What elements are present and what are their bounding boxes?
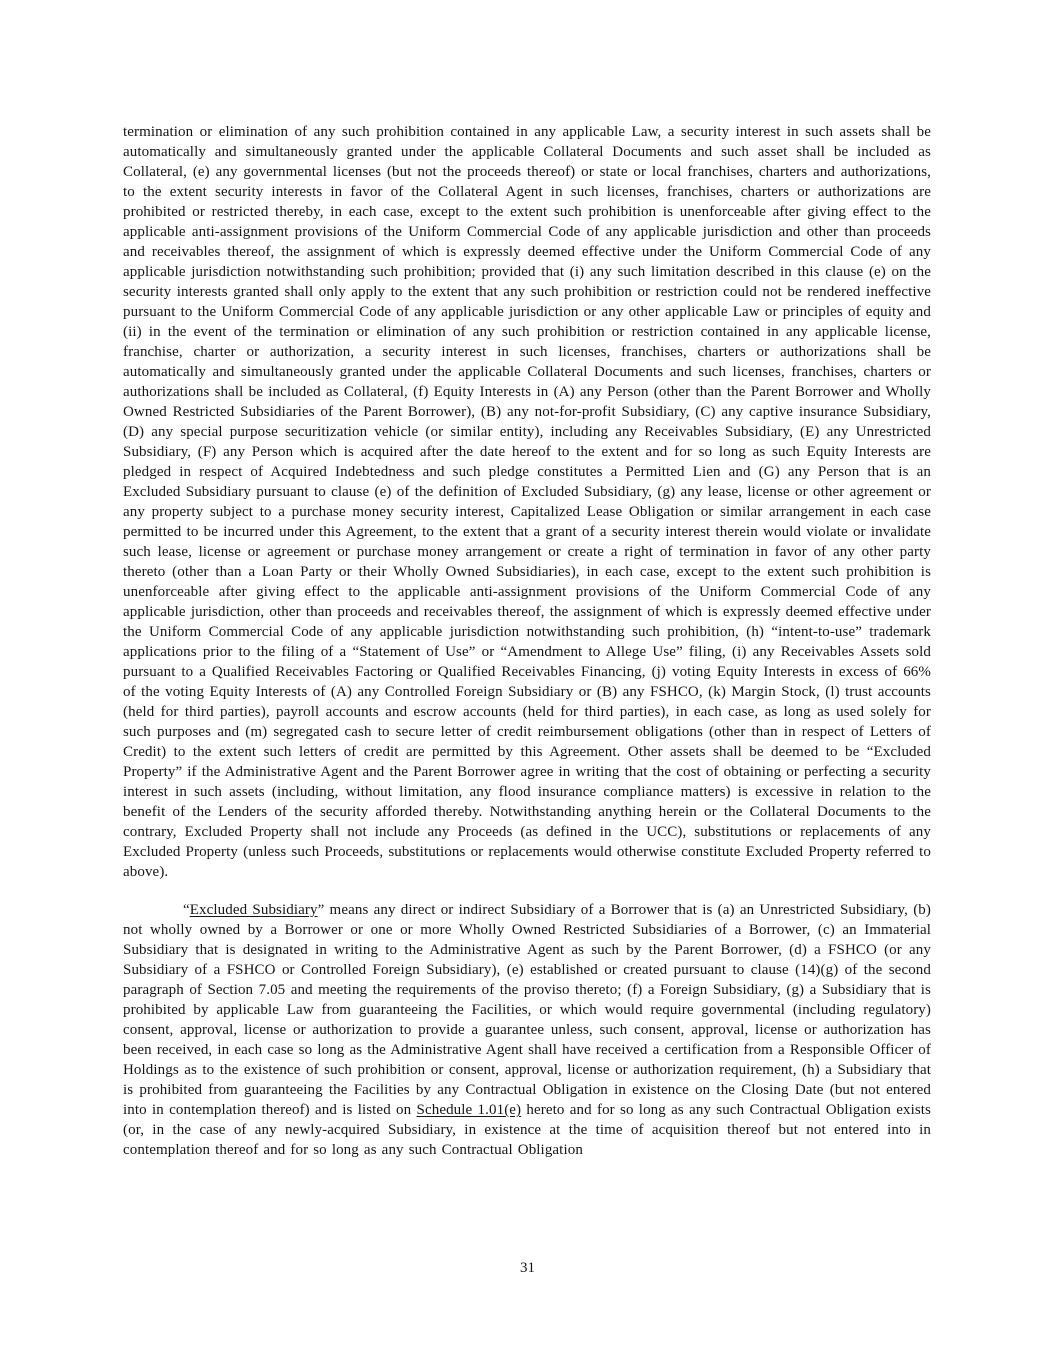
text-segment: termination or elimination of any such prohibition contained in any applicable Law, a security interest in such assets shall be automatically and simultaneously granted under the applicable Collateral Documents and such asset shall be included as Collateral, (e) any governmental licenses (but not the proceeds thereof) or state or local franchises, charters and authorizations, to the extent security interests in favor of the Collateral Agent in such licenses, franchises, charters or authorizations are prohibited or restricted thereby, in each case, except to the extent such prohibition is unenforceable after giving effect to the applicable anti-assignment provisions of the Uniform Commercial Code of any applicable jurisdiction and other than proceeds and receivables thereof, the assignment of which is expressly deemed effective under the Uniform Commercial Code of any applicable jurisdiction notwithstanding such prohibition; provided that (i) any such limitation described in this clause (e) on the security interests granted shall only apply to the extent that any such prohibition or restriction could not be rendered ineffective pursuant to the Uniform Commercial Code of any applicable jurisdiction or any other applicable Law or principles of equity and (ii) in the event of the termination or elimination of any such prohibition or restriction contained in any applicable license, franchise, charter or authorization, a security interest in such licenses, franchises, charters or authorizations shall be automatically and simultaneously granted under the applicable Collateral Documents and such licenses, franchises, charters or authorizations shall be included as Collateral, (f) Equity Interests in (A) any Person (other than the Parent Borrower and Wholly Owned Restricted Subsidiaries of the Parent Borrower), (B) any not-for-profit Subsidiary, (C) any captive insurance Subsidiary, (D) any special purpose securitization vehicle (or similar entity), including any Receivables Subsidiary, (E) any Unrestricted Subsidiary, (F) any Person which is acquired after the date hereof to the extent and for so long as such Equity Interests are pledged in respect of Acquired Indebtedness and such pledge constitutes a Permitted Lien and (G) any Person that is an Excluded Subsidiary pursuant to clause (e) of the definition of Excluded Subsidiary, (g) any lease, license or other agreement or any property subject to a purchase money security interest, Capitalized Lease Obligation or similar arrangement in each case permitted to be incurred under this Agreement, to the extent that a grant of a security interest therein would violate or invalidate such lease, license or agreement or purchase money arrangement or create a right of termination in favor of any other party thereto (other than a Loan Party or their Wholly Owned Subsidiaries), in each case, except to the extent such prohibition is unenforceable after giving effect to the applicable anti-assignment provisions of the Uniform Commercial Code of any applicable jurisdiction, other than proceeds and receivables thereof, the assignment of which is expressly deemed effective under the Uniform Commercial Code of any applicable jurisdiction notwithstanding such prohibition, (h) “intent-to-use” trademark applications prior to the filing of a “Statement of Use” or “Amendment to Allege Use” filing, (i) any Receivables Assets sold pursuant to a Qualified Receivables Factoring or Qualified Receivables Financing, (j) voting Equity Interests in excess of 66% of the voting Equity Interests of (A) any Controlled Foreign Subsidiary or (B) any FSHCO, (k) Margin Stock, (l) trust accounts (held for third parties), payroll accounts and escrow accounts (held for third parties), in each case, as long as used solely for such purposes and (m) segregated cash to secure letter of credit reimbursement obligations (other than in respect of Letters of Credit) to the extent such letters of credit are permitted by this Agreement. Other assets shall be deemed to be “Excluded Property” if the Administrative Agent and the Parent Borrower agree in writing that the cost of obtaining or perfecting a security interest in such assets (including, without limitation, any flood insurance compliance matters) is excessive in relation to the benefit of the Lenders of the security afforded thereby. Notwithstanding anything herein or the Collateral Documents to the contrary, Excluded Property shall not include any Proceeds (as defined in the UCC), substitutions or replacements of any Excluded Property (unless such Proceeds, substitutions or replacements would otherwise constitute Excluded Property referred to above). bbox=[123, 124, 931, 880]
underlined-term: Schedule 1.01(e) bbox=[416, 1102, 522, 1118]
paragraph-excluded-property bbox=[123, 122, 931, 882]
paragraph-excluded-subsidiary bbox=[123, 900, 931, 1160]
text-segment: ” means any direct or indirect Subsidiary of a Borrower that is (a) an Unrestricted Subsidiary, (b) not wholly owned by a Borrower or one or more Wholly Owned Restricted Subsidiaries of a Borrower, (c) an Immaterial Subsidiary that is designated in writing to the Administrative Agent as such by the Parent Borrower, (d) a FSHCO (or any Subsidiary of a FSHCO or Controlled Foreign Subsidiary), (e) established or created pursuant to clause (14)(g) of the second paragraph of Section 7.05 and meeting the requirements of the proviso thereto; (f) a Foreign Subsidiary, (g) a Subsidiary that is prohibited by applicable Law from guaranteeing the Facilities, or which would require governmental (including regulatory) consent, approval, license or authorization to provide a guarantee unless, such consent, approval, license or authorization has been received, in each case so long as the Administrative Agent shall have received a certification from a Responsible Officer of Holdings as to the existence of such prohibition or consent, approval, license or authorization requirement, (h) a Subsidiary that is prohibited from guaranteeing the Facilities by any Contractual Obligation in existence on the Closing Date (but not entered into in contemplation thereof) and is listed on bbox=[123, 902, 931, 1118]
text-segment: “ bbox=[183, 902, 190, 918]
page-number: 31 bbox=[520, 1260, 535, 1276]
text-segment: hereto and for so long as any such Contractual Obligation exists (or, in the case of any newly-acquired Subsidiary, in existence at the time of acquisition thereof but not entered into in contemplation thereof and for so long as any such Contractual Obligation bbox=[123, 1102, 931, 1158]
document-body bbox=[123, 122, 931, 1160]
underlined-term: Excluded Subsidiary bbox=[189, 902, 318, 918]
